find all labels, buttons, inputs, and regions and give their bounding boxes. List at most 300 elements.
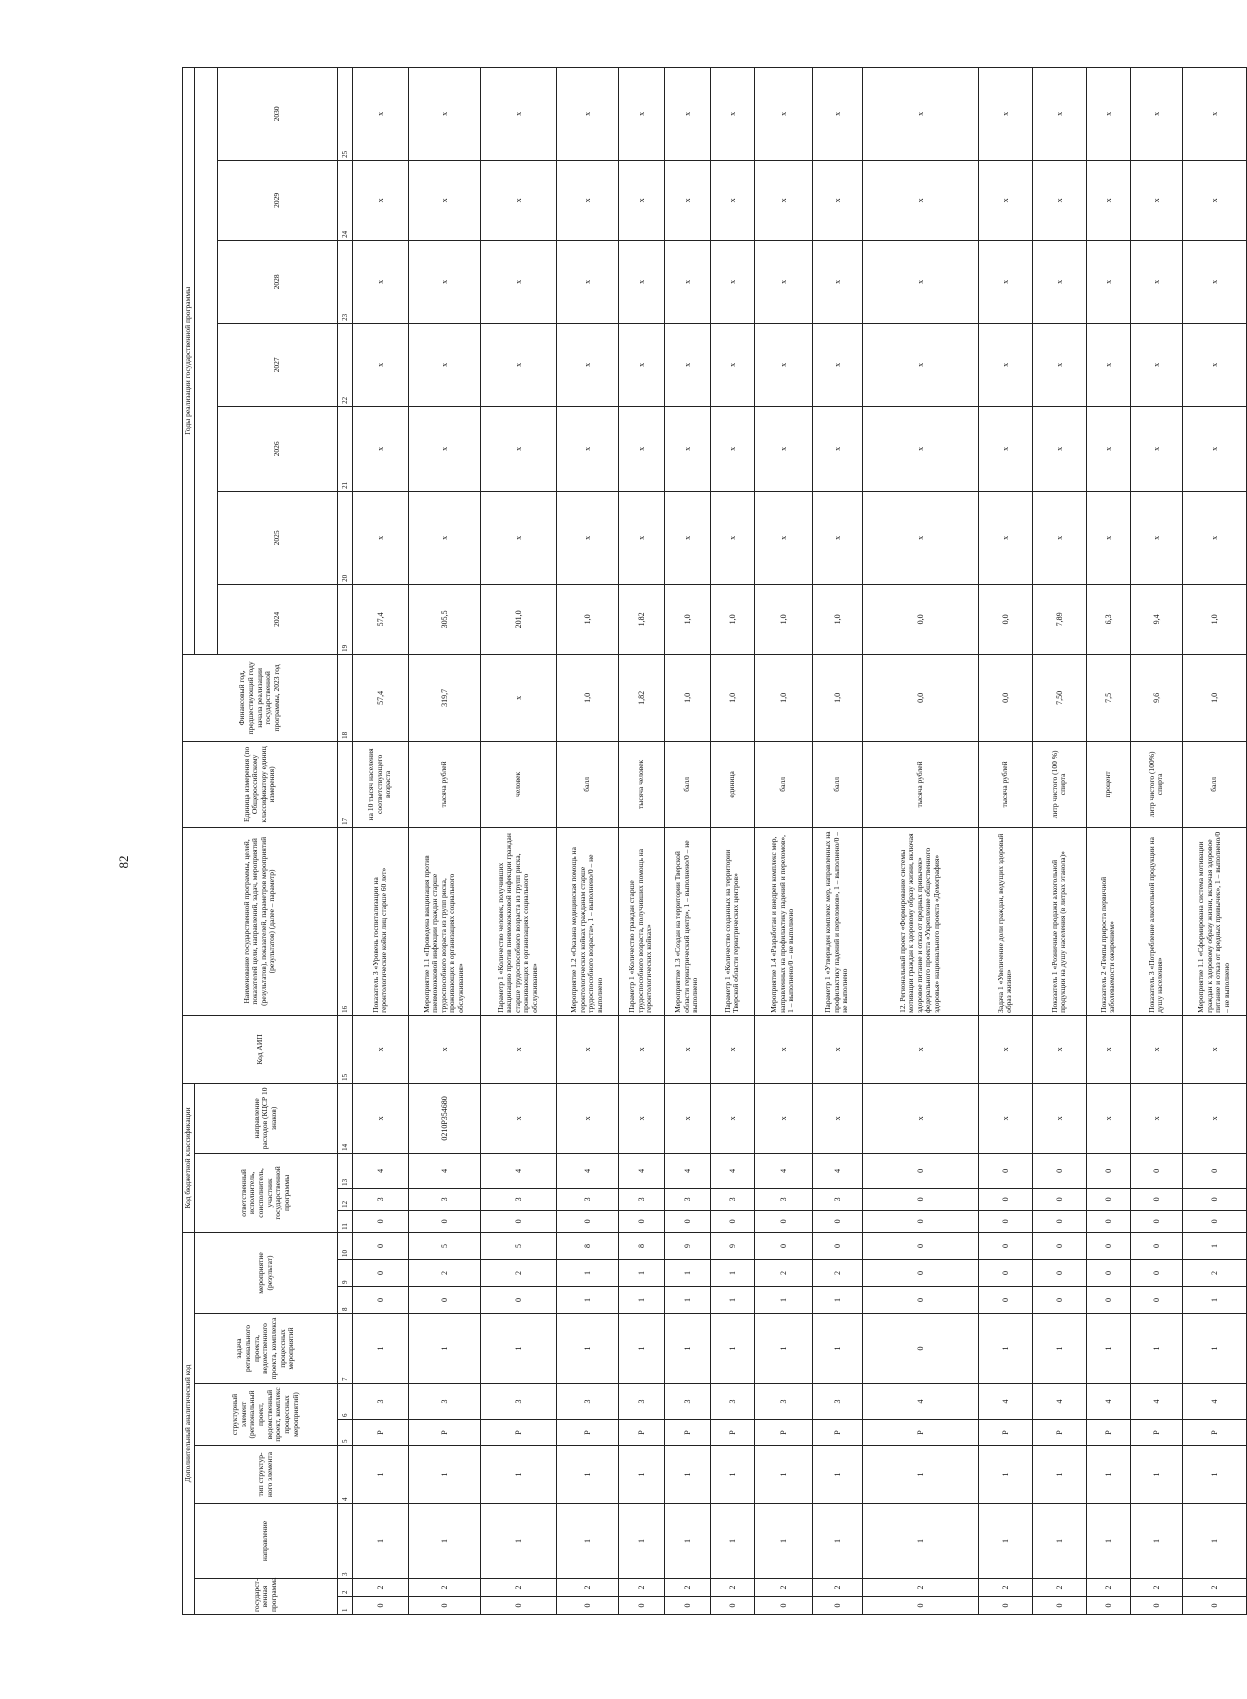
code-cell: 1 xyxy=(408,1504,480,1579)
year-value: х xyxy=(1130,406,1182,491)
code-cell: 3 xyxy=(618,1384,664,1420)
item-name: Мероприятие 1.2 «Оказана медицинская помощь на геронтологических койках гражданам старше трудоспособного возраста», 1 – выполнено/0 – не выполнено xyxy=(556,827,618,1015)
code-cell: 2 xyxy=(862,1579,978,1597)
code-cell: 0 xyxy=(1086,1260,1130,1287)
table-row xyxy=(754,67,812,1614)
fin-year-value: 1,0 xyxy=(812,654,862,741)
code-cell: 0 xyxy=(1032,1287,1086,1314)
code-cell: 4 xyxy=(618,1153,664,1188)
fin-year-value: 1,0 xyxy=(754,654,812,741)
code-cell: 1 xyxy=(862,1504,978,1579)
year-value: х xyxy=(978,406,1032,491)
fin-year-value: 0,0 xyxy=(862,654,978,741)
year-value: х xyxy=(618,491,664,584)
code-cell: 2 xyxy=(1130,1579,1182,1597)
code-cell: 8 xyxy=(556,1232,618,1259)
fin-year-value: 9,6 xyxy=(1130,654,1182,741)
code-cell: 2 xyxy=(618,1579,664,1597)
item-name: Параметр 1 «Количество человек, получивших вакцинацию против пневмококковой инфекции граждан старше трудоспособного возраста из групп риска, проживающих в организациях социального обслуживания» xyxy=(480,827,556,1015)
code-cell: 0 xyxy=(1086,1232,1130,1259)
code-cell: 2 xyxy=(812,1260,862,1287)
code-cell: 1 xyxy=(754,1446,812,1504)
code-cell: х xyxy=(1130,1083,1182,1153)
item-name: Мероприятие 1.1 «Сформирована система мотивации граждан к здоровому образу жизни, включая здоровое питание и отказ от вредных привычек», 1 – выполнено/0 – не выполнено xyxy=(1182,827,1246,1015)
code-cell: 0 xyxy=(664,1210,710,1232)
code-cell: 1 xyxy=(754,1504,812,1579)
code-cell: 3 xyxy=(480,1384,556,1420)
code-cell: 0 xyxy=(352,1287,408,1314)
code-cell: 1 xyxy=(480,1314,556,1384)
code-cell: 1 xyxy=(812,1314,862,1384)
code-cell: 1 xyxy=(664,1446,710,1504)
unit-cell: балл xyxy=(812,741,862,827)
header-year: 2027 xyxy=(217,323,337,406)
code-cell: 2 xyxy=(664,1579,710,1597)
code-cell: х xyxy=(352,1083,408,1153)
year-value: х xyxy=(1182,323,1246,406)
column-number: 13 xyxy=(337,1153,352,1188)
code-cell: 0 xyxy=(1032,1232,1086,1259)
code-cell: 1 xyxy=(754,1287,812,1314)
year-value: 0,0 xyxy=(978,584,1032,654)
table-row xyxy=(480,67,556,1614)
column-number: 23 xyxy=(337,240,352,323)
code-cell: 1 xyxy=(556,1446,618,1504)
fin-year-value: 57,4 xyxy=(352,654,408,741)
code-cell: 1 xyxy=(1182,1446,1246,1504)
header-aip-code: Код АИП xyxy=(183,1015,338,1083)
unit-cell: литр чистого (100%) спирта xyxy=(1130,741,1182,827)
code-cell: 3 xyxy=(710,1384,754,1420)
header-name: Наименование государственной программы, целей, показателей цели, направлений, задач, мероприятий (результатов), показателей, параметров мероприятий (результатов) (далее – параметр) xyxy=(183,827,338,1015)
code-cell: х xyxy=(352,1015,408,1083)
year-value: х xyxy=(618,240,664,323)
code-cell: 2 xyxy=(352,1579,408,1597)
column-number: 3 xyxy=(337,1504,352,1579)
item-name: Задача 1 «Увеличение доли граждан, ведущих здоровый образ жизни» xyxy=(978,827,1032,1015)
item-name: Показатель 3 «Потребление алкогольной продукции на душу населения» xyxy=(1130,827,1182,1015)
column-number: 7 xyxy=(337,1314,352,1384)
code-cell: 3 xyxy=(812,1188,862,1210)
code-cell: 1 xyxy=(1086,1314,1130,1384)
header-budget-code: Код бюджетной классификации xyxy=(183,1083,195,1232)
code-cell: х xyxy=(664,1083,710,1153)
code-cell: 0 xyxy=(1032,1597,1086,1615)
table-row xyxy=(978,67,1032,1614)
table-row xyxy=(1086,67,1130,1614)
code-cell: 2 xyxy=(1182,1579,1246,1597)
code-cell: 1 xyxy=(556,1260,618,1287)
code-cell: 1 xyxy=(618,1446,664,1504)
code-cell: 0 xyxy=(754,1232,812,1259)
year-value: 9,4 xyxy=(1130,584,1182,654)
code-cell: 8 xyxy=(618,1232,664,1259)
column-number: 24 xyxy=(337,160,352,240)
code-cell: 4 xyxy=(664,1153,710,1188)
code-cell: 1 xyxy=(710,1504,754,1579)
year-value: 0,0 xyxy=(862,584,978,654)
year-value: х xyxy=(1032,491,1086,584)
code-cell: 0 xyxy=(862,1232,978,1259)
column-number: 21 xyxy=(337,406,352,491)
year-value: х xyxy=(978,67,1032,160)
year-value: х xyxy=(862,160,978,240)
code-cell: 0 xyxy=(978,1232,1032,1259)
year-value: 1,0 xyxy=(664,584,710,654)
header-year: 2030 xyxy=(217,67,337,160)
code-cell: Р xyxy=(408,1420,480,1446)
code-cell: 0 xyxy=(862,1260,978,1287)
column-number: 20 xyxy=(337,491,352,584)
code-cell: 4 xyxy=(408,1153,480,1188)
code-cell: 3 xyxy=(352,1384,408,1420)
code-cell: 1 xyxy=(1182,1314,1246,1384)
code-cell: Р xyxy=(754,1420,812,1446)
code-cell: 1 xyxy=(618,1287,664,1314)
code-cell: 4 xyxy=(978,1384,1032,1420)
code-cell: 0 xyxy=(1182,1188,1246,1210)
year-value: х xyxy=(556,406,618,491)
code-cell: 1 xyxy=(862,1446,978,1504)
column-number: 1 xyxy=(337,1597,352,1615)
code-cell: 3 xyxy=(556,1384,618,1420)
code-cell: х xyxy=(1182,1083,1246,1153)
code-cell: 2 xyxy=(1032,1579,1086,1597)
year-value: х xyxy=(1182,491,1246,584)
year-value: х xyxy=(480,160,556,240)
year-value: х xyxy=(618,160,664,240)
code-cell: 0 xyxy=(1130,1210,1182,1232)
code-cell: 3 xyxy=(812,1384,862,1420)
code-cell: 0 xyxy=(812,1232,862,1259)
code-cell: 0 xyxy=(352,1260,408,1287)
code-cell: 1 xyxy=(664,1504,710,1579)
header-year: 2025 xyxy=(217,491,337,584)
year-value: х xyxy=(978,323,1032,406)
code-cell: 0 xyxy=(1032,1260,1086,1287)
year-value: х xyxy=(480,406,556,491)
unit-cell: балл xyxy=(754,741,812,827)
year-value: х xyxy=(710,67,754,160)
code-cell: 1 xyxy=(978,1314,1032,1384)
code-cell: 1 xyxy=(1130,1504,1182,1579)
fin-year-value: 7,5 xyxy=(1086,654,1130,741)
header-years-spacer xyxy=(194,67,217,654)
code-cell: Р xyxy=(812,1420,862,1446)
fin-year-value: х xyxy=(480,654,556,741)
code-cell: Р xyxy=(710,1420,754,1446)
code-cell: 0 xyxy=(812,1210,862,1232)
column-number: 17 xyxy=(337,741,352,827)
year-value: х xyxy=(664,67,710,160)
code-cell: 2 xyxy=(978,1579,1032,1597)
year-value: х xyxy=(754,491,812,584)
code-cell: 2 xyxy=(480,1260,556,1287)
code-cell: х xyxy=(618,1083,664,1153)
year-value: х xyxy=(664,160,710,240)
column-number: 14 xyxy=(337,1083,352,1153)
year-value: х xyxy=(1182,67,1246,160)
table-row xyxy=(618,67,664,1614)
year-value: х xyxy=(812,491,862,584)
code-cell: х xyxy=(556,1083,618,1153)
code-cell: х xyxy=(618,1015,664,1083)
year-value: х xyxy=(710,240,754,323)
code-cell: 1 xyxy=(710,1314,754,1384)
code-cell: 0 xyxy=(1086,1287,1130,1314)
code-cell: 1 xyxy=(812,1446,862,1504)
code-cell: 0 xyxy=(408,1210,480,1232)
table-row xyxy=(408,67,480,1614)
code-cell: 1 xyxy=(480,1504,556,1579)
code-cell: 3 xyxy=(556,1188,618,1210)
column-number: 6 xyxy=(337,1384,352,1420)
year-value: х xyxy=(710,323,754,406)
code-cell: х xyxy=(480,1083,556,1153)
code-cell: 4 xyxy=(812,1153,862,1188)
code-cell: 9 xyxy=(710,1232,754,1259)
code-cell: 0 xyxy=(1130,1188,1182,1210)
year-value: х xyxy=(978,160,1032,240)
code-cell: 2 xyxy=(556,1579,618,1597)
code-cell: 0 xyxy=(618,1597,664,1615)
code-cell: 3 xyxy=(710,1188,754,1210)
code-cell: 3 xyxy=(408,1384,480,1420)
code-cell: 0 xyxy=(480,1597,556,1615)
code-cell: 0 xyxy=(1086,1210,1130,1232)
code-cell: х xyxy=(754,1083,812,1153)
year-value: х xyxy=(1032,67,1086,160)
code-cell: 1 xyxy=(618,1260,664,1287)
year-value: х xyxy=(480,323,556,406)
code-cell: 4 xyxy=(1086,1384,1130,1420)
code-cell: х xyxy=(1086,1015,1130,1083)
code-cell: х xyxy=(812,1083,862,1153)
item-name: Мероприятие 1.3 «Создан на территории Тверской области гериатрический центр», 1 – выполнено/0 – не выполнено xyxy=(664,827,710,1015)
code-cell: х xyxy=(556,1015,618,1083)
code-cell: Р xyxy=(862,1420,978,1446)
year-value: 305,5 xyxy=(408,584,480,654)
item-name: Параметр 1 «Количество созданных на территории Тверской области гериатрических центров» xyxy=(710,827,754,1015)
code-cell: 1 xyxy=(618,1504,664,1579)
year-value: х xyxy=(1130,323,1182,406)
code-cell: х xyxy=(710,1083,754,1153)
year-value: х xyxy=(352,323,408,406)
code-cell: 2 xyxy=(754,1579,812,1597)
code-cell: 1 xyxy=(812,1287,862,1314)
header-responsible: ответственный исполнитель, соисполнитель, участник государственной программы xyxy=(194,1153,337,1232)
year-value: 201,0 xyxy=(480,584,556,654)
code-cell: 0 xyxy=(352,1210,408,1232)
table-row xyxy=(1130,67,1182,1614)
header-expense: направление расходов (КЦСР 10 знаков) xyxy=(194,1083,337,1153)
code-cell: 1 xyxy=(710,1287,754,1314)
code-cell: 0 xyxy=(556,1597,618,1615)
code-cell: 1 xyxy=(618,1314,664,1384)
year-value: х xyxy=(710,406,754,491)
year-value: х xyxy=(812,323,862,406)
year-value: 1,0 xyxy=(710,584,754,654)
code-cell: х xyxy=(978,1083,1032,1153)
year-value: 57,4 xyxy=(352,584,408,654)
code-cell: 1 xyxy=(1130,1314,1182,1384)
item-name: Параметр 1 «Количество граждан старше трудоспособного возраста, получивших помощь на геронтологических койках» xyxy=(618,827,664,1015)
column-number-row xyxy=(337,67,352,1614)
code-cell: 4 xyxy=(862,1384,978,1420)
year-value: х xyxy=(1086,67,1130,160)
code-cell: 0 xyxy=(480,1287,556,1314)
code-cell: 1 xyxy=(556,1287,618,1314)
item-name: Показатель 2 «Темпы прироста первичной заболеваемости ожирением» xyxy=(1086,827,1130,1015)
year-value: х xyxy=(812,160,862,240)
column-number: 11 xyxy=(337,1210,352,1232)
header-struct: структурный элемент (региональный проект, ведомственный проект, комплекс процессных мероприятий) xyxy=(194,1384,337,1446)
item-name: Показатель 1 «Розничные продажи алкогольной продукции на душу населения (в литрах этанола)» xyxy=(1032,827,1086,1015)
year-value: х xyxy=(812,67,862,160)
year-value: х xyxy=(754,323,812,406)
year-value: х xyxy=(710,160,754,240)
header-type: тип структур-ного элемента xyxy=(194,1446,337,1504)
year-value: 6,3 xyxy=(1086,584,1130,654)
code-cell: 3 xyxy=(664,1384,710,1420)
item-name: 12. Региональный проект «Формирование системы мотивации граждан к здоровому образу жизни, включая здоровое питание и отказ от вредных привычек» федерального проекта «Укрепление общественного здоровья» национального проекта «Демография» xyxy=(862,827,978,1015)
code-cell: 3 xyxy=(408,1188,480,1210)
rotated-table-wrapper xyxy=(182,90,1231,1615)
code-cell: 0 xyxy=(1182,1153,1246,1188)
code-cell: 0 xyxy=(978,1153,1032,1188)
code-cell: 0 xyxy=(352,1232,408,1259)
code-cell: 3 xyxy=(352,1188,408,1210)
code-cell: 4 xyxy=(1182,1384,1246,1420)
header-unit: Единица измерения (по Общероссийскому классификатору единиц измерения) xyxy=(183,741,338,827)
year-value: х xyxy=(408,323,480,406)
code-cell: 0 xyxy=(978,1597,1032,1615)
code-cell: 1 xyxy=(352,1446,408,1504)
code-cell: 2 xyxy=(710,1579,754,1597)
code-cell: 2 xyxy=(754,1260,812,1287)
fin-year-value: 0,0 xyxy=(978,654,1032,741)
code-cell: 0 xyxy=(480,1210,556,1232)
code-cell: 0 xyxy=(862,1210,978,1232)
code-cell: 1 xyxy=(754,1314,812,1384)
table-body xyxy=(183,67,1247,1614)
unit-cell: тысяча человек xyxy=(618,741,664,827)
code-cell: 0 xyxy=(1130,1153,1182,1188)
code-cell: х xyxy=(480,1015,556,1083)
code-cell: 1 xyxy=(664,1314,710,1384)
unit-cell: тысяча рублей xyxy=(862,741,978,827)
column-number: 16 xyxy=(337,827,352,1015)
item-name: Параметр 1 «Утвержден комплекс мер, направленных на профилактику падений и переломов», 1 – выполнено/0 – не выполнено xyxy=(812,827,862,1015)
header-event: мероприятие (результат) xyxy=(194,1232,337,1313)
fin-year-value: 7,50 xyxy=(1032,654,1086,741)
code-cell: 0 xyxy=(1032,1153,1086,1188)
year-value: х xyxy=(754,160,812,240)
code-cell: 2 xyxy=(408,1579,480,1597)
item-name: Показатель 3 «Уровень госпитализации на геронтологические койки лиц старше 60 лет» xyxy=(352,827,408,1015)
code-cell: х xyxy=(1130,1015,1182,1083)
header-fin-year: Финансовый год, предшествующий году начала реализации государственной программы, 2023 год xyxy=(183,654,338,741)
header-year: 2029 xyxy=(217,160,337,240)
code-cell: 0 xyxy=(408,1597,480,1615)
code-cell: 0 xyxy=(862,1153,978,1188)
year-value: х xyxy=(618,67,664,160)
code-cell: 0 xyxy=(556,1210,618,1232)
column-number: 4 xyxy=(337,1446,352,1504)
code-cell: 2 xyxy=(480,1579,556,1597)
code-cell: х xyxy=(754,1015,812,1083)
code-cell: 0 xyxy=(1086,1597,1130,1615)
year-value: х xyxy=(1086,323,1130,406)
code-cell: 0 xyxy=(352,1597,408,1615)
fin-year-value: 1,0 xyxy=(556,654,618,741)
code-cell: 0 xyxy=(978,1210,1032,1232)
code-cell: х xyxy=(862,1083,978,1153)
year-value: х xyxy=(978,491,1032,584)
code-cell: Р xyxy=(1086,1420,1130,1446)
column-number: 22 xyxy=(337,323,352,406)
column-number: 10 xyxy=(337,1232,352,1259)
year-value: х xyxy=(1032,323,1086,406)
code-cell: 0 xyxy=(710,1210,754,1232)
year-value: х xyxy=(754,406,812,491)
item-name: Мероприятие 1.4 «Разработан и внедрен комплекс мер, направленных на профилактику падений и переломов», 1 – выполнено/0 – не выполнено xyxy=(754,827,812,1015)
code-cell: 0 xyxy=(664,1597,710,1615)
year-value: х xyxy=(1086,160,1130,240)
code-cell: 1 xyxy=(978,1446,1032,1504)
fin-year-value: 1,0 xyxy=(1182,654,1246,741)
fin-year-value: 1,0 xyxy=(710,654,754,741)
year-value: 1,0 xyxy=(1182,584,1246,654)
year-value: х xyxy=(352,406,408,491)
year-value: х xyxy=(556,160,618,240)
code-cell: 5 xyxy=(480,1232,556,1259)
year-value: х xyxy=(352,491,408,584)
code-cell: 2 xyxy=(1086,1579,1130,1597)
year-value: х xyxy=(862,491,978,584)
code-cell: 0 xyxy=(1130,1597,1182,1615)
code-cell: 0 xyxy=(862,1597,978,1615)
code-cell: 1 xyxy=(352,1314,408,1384)
code-cell: х xyxy=(1182,1015,1246,1083)
code-cell: х xyxy=(978,1015,1032,1083)
year-value: х xyxy=(1130,240,1182,323)
fin-year-value: 1,0 xyxy=(664,654,710,741)
code-cell: х xyxy=(408,1015,480,1083)
code-cell: 0210Р354680 xyxy=(408,1083,480,1153)
code-cell: 0 xyxy=(862,1287,978,1314)
code-cell: 1 xyxy=(1086,1446,1130,1504)
table-row xyxy=(664,67,710,1614)
header-years-group: Годы реализации государственной программы xyxy=(183,67,195,654)
column-number: 8 xyxy=(337,1287,352,1314)
code-cell: 0 xyxy=(1130,1287,1182,1314)
year-value: х xyxy=(1032,160,1086,240)
fin-year-value: 319,7 xyxy=(408,654,480,741)
code-cell: 1 xyxy=(710,1260,754,1287)
year-value: х xyxy=(352,160,408,240)
column-number: 18 xyxy=(337,654,352,741)
year-value: х xyxy=(480,240,556,323)
code-cell: 4 xyxy=(556,1153,618,1188)
code-cell: 1 xyxy=(1182,1504,1246,1579)
column-number: 19 xyxy=(337,584,352,654)
column-number: 5 xyxy=(337,1420,352,1446)
year-value: х xyxy=(408,491,480,584)
code-cell: 0 xyxy=(1182,1210,1246,1232)
year-value: х xyxy=(1182,406,1246,491)
unit-cell: на 10 тысяч населения соответствующего возраста xyxy=(352,741,408,827)
